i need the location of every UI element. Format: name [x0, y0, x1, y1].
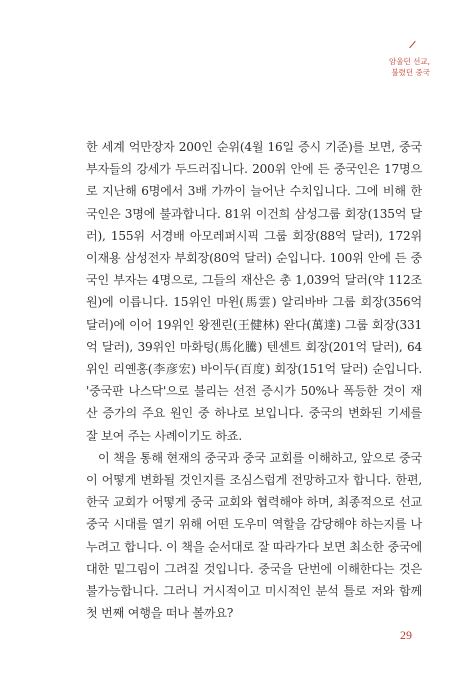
header-accent-mark — [409, 41, 416, 49]
body-text — [86, 136, 422, 624]
running-head-line-1: 암울던 선교, — [389, 57, 430, 66]
paragraph-2: 이 책을 통해 현재의 중국과 중국 교회를 이해하고, 앞으로 중국이 어떻게 변화될 것인지를 조심스럽게 전망하고자 합니다. 한편, 한국 교회가 어떻게 중국 교회와 협력해야 하며, 최종적으로 선교 중국 시대를 열기 위해 어떤 도우미 역할을 감당해야 하는지를 나누려고 합니다. 이 책을 순서대로 잘 따라가다 보면 최소한 중국에 대한 밑그림이 그려질 것입니다. 중국을 단번에 이해한다는 것은 불가능합니다. 그러니 거시적이고 미시적인 분석 틀로 저와 함께 첫 번째 여행을 떠나 볼까요? — [86, 450, 422, 621]
running-head — [389, 56, 430, 78]
paragraph-1: 한 세계 억만장자 200인 순위(4월 16일 증시 기준)를 보면, 중국 부자들의 강세가 두드러집니다. 200위 안에 든 중국인은 17명으로 지난해 6명에서 3배 가까이 늘어난 수치입니다. 그에 비해 한국인은 3명에 불과합니다. 81위 이건희 삼성그룹 회장(135억 달러), 155위 서경배 아모레퍼시픽 그룹 회장(88억 달러), 172위 이재용 삼성전자 부회장(80억 달러) 순입니다. 100위 안에 든 중국인 부자는 4명으로, 그들의 재산은 총 1,039억 달러(약 112조 원)에 이릅니다. 15위인 마윈(馬雲) 알리바바 그룹 회장(356억 달러)에 이어 19위인 왕젠린(王健林) 완다(萬達) 그룹 회장(331억 달러), 39위인 마화텅(馬化騰) 텐센트 회장(201억 달러), 64위인 리옌홍(李彦宏) 바이두(百度) 회장(151억 달러) 순입니다. '중국판 나스닥'으로 불리는 선전 증시가 50%나 폭등한 것이 재산 증가의 주요 원인 중 하나로 보입니다. 중국의 변화된 기세를 잘 보여 주는 사례이기도 하죠. — [86, 140, 422, 443]
running-head-line-2: 불렸던 중국 — [391, 68, 430, 77]
page-number: 29 — [400, 628, 412, 642]
